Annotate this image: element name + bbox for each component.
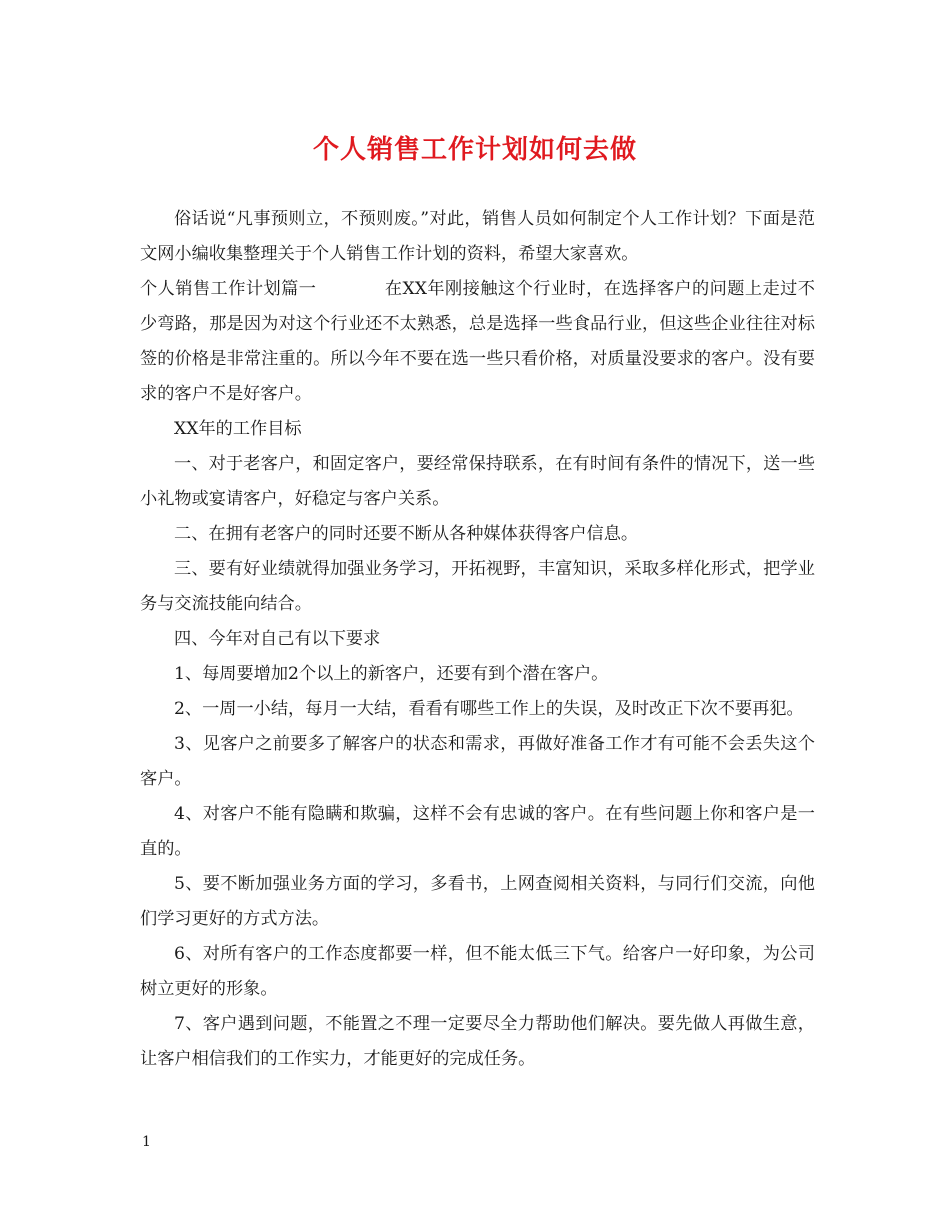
goals-heading: XX年的工作目标	[174, 419, 302, 439]
page-number: 1	[142, 1134, 151, 1150]
document-body	[140, 202, 815, 1077]
section-body: 在XX年刚接触这个行业时，在选择客户的问题上走过不少弯路，那是因为对这个行业还不太熟悉，总是选择一些食品行业，但这些企业往往对标签的价格是非常注重的。所以今年不要在选一些只看价格，对质量没要求的客户。没有要求的客户不是好客户。	[140, 279, 815, 404]
requirement-item-4: 4、对客户不能有隐瞒和欺骗，这样不会有忠诚的客户。在有些问题上你和客户是一直的。	[140, 804, 815, 859]
requirement-item-2: 2、一周一小结，每月一大结，看看有哪些工作上的失误，及时改正下次不要再犯。	[174, 699, 804, 719]
goal-item-4: 四、今年对自己有以下要求	[174, 629, 381, 649]
requirement-item-6: 6、对所有客户的工作态度都要一样，但不能太低三下气。给客户一好印象，为公司树立更好的形象。	[140, 944, 815, 999]
requirement-item-5: 5、要不断加强业务方面的学习，多看书，上网查阅相关资料，与同行们交流，向他们学习更好的方式方法。	[140, 874, 815, 929]
requirement-item-3: 3、见客户之前要多了解客户的状态和需求，再做好准备工作才有可能不会丢失这个客户。	[140, 734, 815, 789]
goal-item-2: 二、在拥有老客户的同时还要不断从各种媒体获得客户信息。	[174, 524, 639, 544]
section-heading-paragraph	[140, 272, 815, 412]
intro-paragraph: 俗话说“凡事预则立，不预则废。”对此，销售人员如何制定个人工作计划？下面是范文网小编收集整理关于个人销售工作计划的资料，希望大家喜欢。	[140, 209, 815, 264]
document-title: 个人销售工作计划如何去做	[312, 135, 637, 165]
section-heading: 个人销售工作计划篇一	[140, 279, 317, 299]
goal-item-3: 三、要有好业绩就得加强业务学习，开拓视野，丰富知识，采取多样化形式，把学业务与交流技能向结合。	[140, 559, 815, 614]
requirement-item-1: 1、每周要增加2个以上的新客户，还要有到个潜在客户。	[174, 664, 609, 684]
requirement-item-7: 7、客户遇到问题，不能置之不理一定要尽全力帮助他们解决。要先做人再做生意，让客户相信我们的工作实力，才能更好的完成任务。	[140, 1014, 815, 1069]
goal-item-1: 一、对于老客户，和固定客户，要经常保持联系，在有时间有条件的情况下，送一些小礼物或宴请客户，好稳定与客户关系。	[140, 454, 815, 509]
